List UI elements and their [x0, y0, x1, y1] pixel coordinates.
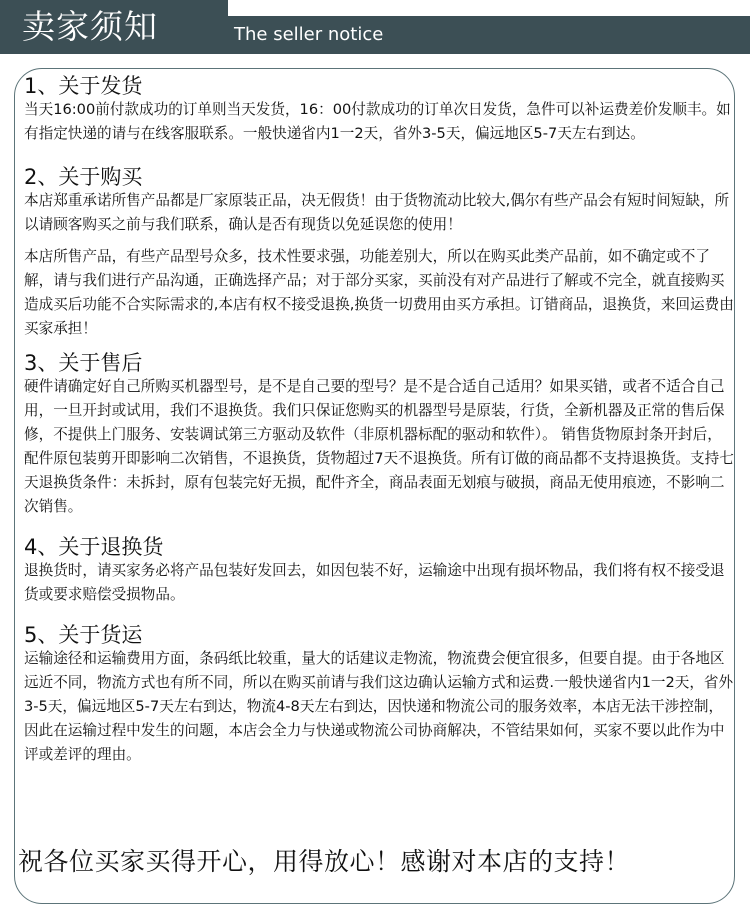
section-freight	[24, 623, 734, 767]
section-title: 5、关于货运	[24, 623, 143, 647]
section-returns	[24, 535, 734, 607]
closing-message: 祝各位买家买得开心，用得放心！感谢对本店的支持！	[18, 847, 631, 876]
section-shipping	[24, 74, 734, 146]
section-paragraph: 本店郑重承诺所售产品都是厂家原装正品，决无假货！由于货物流动比较大,偶尔有些产品会有短时间短缺，所以请顾客购买之前与我们联系，确认是否有现货以免延误您的使用！	[24, 192, 730, 233]
section-paragraph: 退换货时，请买家务必将产品包装好发回去，如因包装不好，运输途中出现有损坏物品，我们将有权不接受退货或要求赔偿受损物品。	[24, 562, 725, 603]
notice-content	[24, 74, 734, 767]
section-title: 4、关于退换货	[24, 535, 164, 559]
section-purchase	[24, 165, 734, 341]
section-title: 1、关于发货	[24, 74, 143, 98]
section-paragraph: 当天16:00前付款成功的订单则当天发货，16：00付款成功的订单次日发货，急件可以补运费差价发顺丰。如有指定快递的请与在线客服联系。一般快递省内1一2天，省外3-5天，偏远地区5-7天左右到达。	[24, 101, 731, 142]
section-title: 3、关于售后	[24, 351, 143, 375]
header	[0, 0, 750, 56]
section-paragraph: 硬件请确定好自己所购买机器型号，是不是自己要的型号？是不是合适自己适用？如果买错，或者不适合自己用，一旦开封或试用，我们不退换货。我们只保证您购买的机器型号是原装，行货，全新机器及正常的售后保修，不提供上门服务、安装调试第三方驱动及软件（非原机器标配的驱动和软件）。 销售货物原封条开封后，配件原包装剪开即影响二次销售，不退换货，货物超过7天不退换货。所有订做的商品都不支持退换货。支持七天退换货条件：未拆封，原有包装完好无损，配件齐全，商品表面无划痕与破损，商品无使用痕迹，不影响二次销售。	[24, 378, 734, 515]
section-paragraph: 运输途径和运输费用方面，条码纸比较重，量大的话建议走物流，物流费会便宜很多，但要自提。由于各地区远近不同，物流方式也有所不同，所以在购买前请与我们这边确认运输方式和运费.一般快递省内1一2天，省外3-5天，偏远地区5-7天左右到达，物流4-8天左右到达，因快递和物流公司的服务效率，本店无法干涉控制，因此在运输过程中发生的问题，本店会全力与快递或物流公司协商解决，不管结果如何，买家不要以此作为中评或差评的理由。	[24, 650, 734, 763]
section-paragraph: 本店所售产品，有些产品型号众多，技术性要求强，功能差别大，所以在购买此类产品前，如不确定或不了解，请与我们进行产品沟通，正确选择产品；对于部分买家，买前没有对产品进行了解或不完全，就直接购买造成买后功能不合实际需求的,本店有权不接受退换,换货一切费用由买方承担。订错商品，退换货，来回运费由买家承担！	[24, 248, 734, 337]
section-after-sales	[24, 351, 734, 519]
section-title: 2、关于购买	[24, 165, 143, 189]
page-title: 卖家须知	[0, 0, 228, 54]
page-subtitle: The seller notice	[228, 16, 750, 54]
